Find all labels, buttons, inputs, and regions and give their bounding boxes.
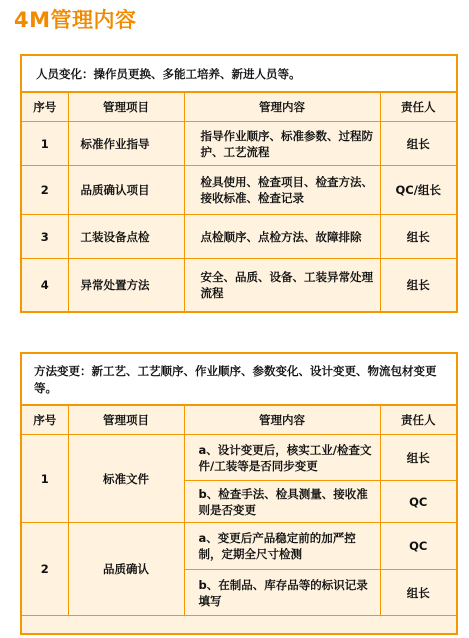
- row-item: 工装设备点检: [68, 215, 184, 259]
- header-no: 序号: [22, 406, 68, 435]
- entry-owner: 组长: [380, 570, 456, 616]
- table-header-row: [22, 93, 456, 122]
- row-item: 标准作业指导: [68, 122, 184, 166]
- entry-content: a、变更后产品稳定前的加严控制，定期全尺寸检测: [184, 523, 380, 570]
- group-no: 1: [22, 435, 68, 523]
- header-no: 序号: [22, 93, 68, 122]
- entry-owner: 组长: [380, 435, 456, 481]
- personnel-change-note: 人员变化：操作员更换、多能工培养、新进人员等。: [22, 56, 456, 93]
- table-row: [22, 523, 456, 570]
- row-no: 1: [22, 122, 68, 166]
- header-content: 管理内容: [184, 406, 380, 435]
- table-row: [22, 215, 456, 259]
- entry-content: a、设计变更后，核实工业/检查文件/工装等是否同步变更: [184, 435, 380, 481]
- table-row: [22, 435, 456, 481]
- table-row: [22, 259, 456, 312]
- table-header-row: [22, 406, 456, 435]
- method-change-card: [20, 352, 458, 635]
- row-content: 检具使用、检查项目、检查方法、接收标准、检查记录: [184, 166, 380, 215]
- personnel-table: [22, 93, 456, 312]
- header-owner: 责任人: [380, 406, 456, 435]
- header-item: 管理项目: [68, 93, 184, 122]
- method-table: [22, 406, 456, 616]
- row-no: 4: [22, 259, 68, 312]
- header-owner: 责任人: [380, 93, 456, 122]
- row-no: 3: [22, 215, 68, 259]
- group-no: 2: [22, 523, 68, 616]
- method-change-note: 方法变更：新工艺、工艺顺序、作业顺序、参数变化、设计变更、物流包材变更等。: [22, 354, 456, 406]
- entry-owner: QC: [380, 481, 456, 523]
- row-owner: 组长: [380, 215, 456, 259]
- row-content: 点检顺序、点检方法、故障排除: [184, 215, 380, 259]
- group-item: 品质确认: [68, 523, 184, 616]
- row-content: 指导作业顺序、标准参数、过程防护、工艺流程: [184, 122, 380, 166]
- table-row: [22, 166, 456, 215]
- row-owner: 组长: [380, 122, 456, 166]
- group-item: 标准文件: [68, 435, 184, 523]
- page-title: 4M管理内容: [14, 8, 137, 32]
- row-item: 异常处置方法: [68, 259, 184, 312]
- row-owner: 组长: [380, 259, 456, 312]
- table-row: [22, 122, 456, 166]
- entry-owner: QC: [380, 523, 456, 570]
- row-owner: QC/组长: [380, 166, 456, 215]
- row-content: 安全、品质、设备、工装异常处理流程: [184, 259, 380, 312]
- entry-content: b、检查手法、检具测量、接收准则是否变更: [184, 481, 380, 523]
- row-item: 品质确认项目: [68, 166, 184, 215]
- header-content: 管理内容: [184, 93, 380, 122]
- row-no: 2: [22, 166, 68, 215]
- entry-content: b、在制品、库存品等的标识记录填写: [184, 570, 380, 616]
- personnel-change-card: [20, 54, 458, 313]
- header-item: 管理项目: [68, 406, 184, 435]
